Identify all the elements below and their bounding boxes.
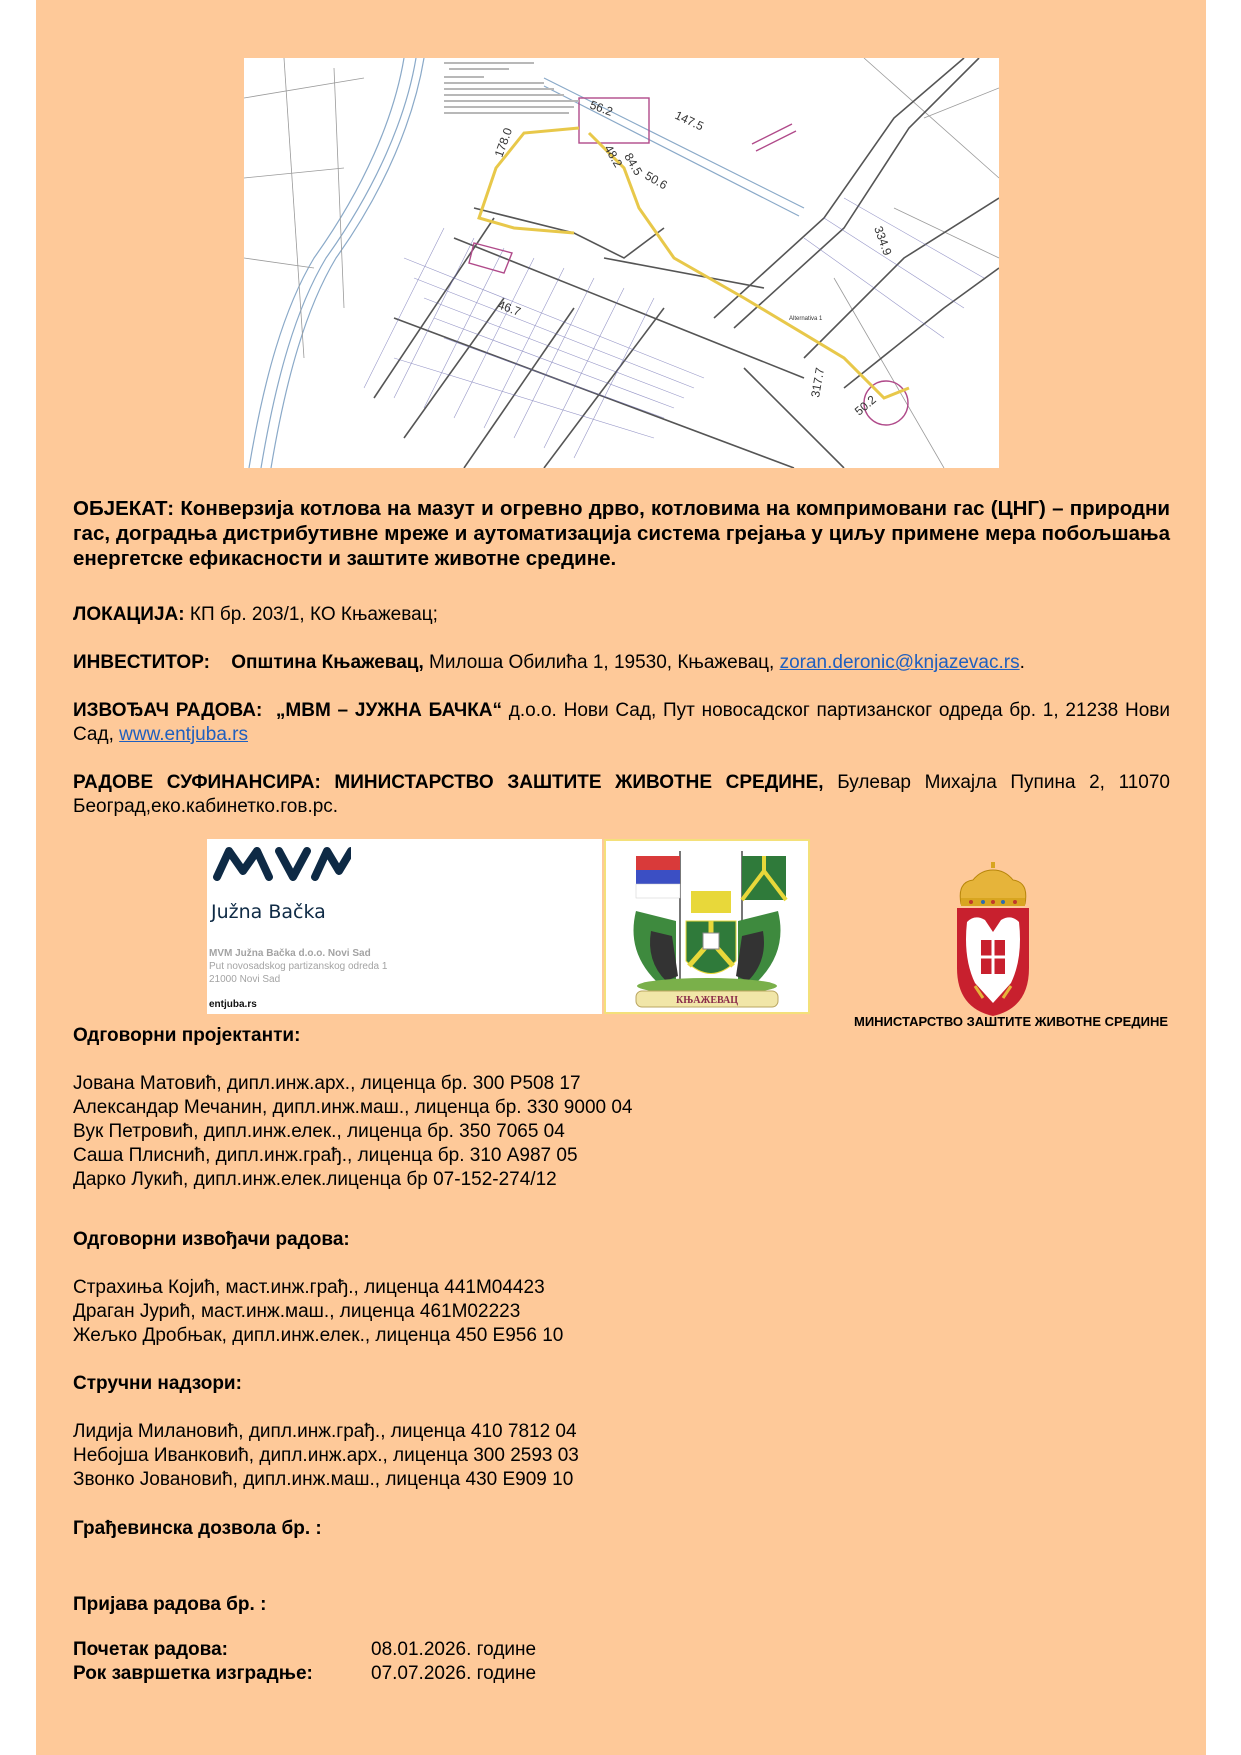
start-date-value: 08.01.2026. године [371, 1639, 537, 1660]
designers-section [73, 1024, 633, 1192]
object-description [73, 496, 1170, 571]
supervisor-item: Лидија Милановић, дипл.инж.грађ., лиценца 410 7812 04 [73, 1421, 577, 1442]
coat-banner-text: КЊАЖЕВАЦ [675, 995, 739, 1006]
mvm-company: MVM Južna Bačka d.o.o. Novi Sad [209, 948, 371, 959]
contractors-section [73, 1228, 563, 1348]
supervisors-heading: Стручни надзори: [73, 1373, 242, 1394]
investor-name: Општина Књажевац, [231, 652, 424, 673]
contractor-address: д.о.о. Нови Сад, Пут новосадског партизанског одреда бр. 1, 21238 Нови Сад, [73, 700, 1170, 745]
object-label: ОБЈЕКАТ: [73, 497, 175, 520]
designers-heading: Одговорни пројектанти: [73, 1025, 301, 1046]
cofinancing-block [73, 771, 1170, 819]
mvm-street: Put novosadskog partizanskog odreda 1 [209, 961, 388, 972]
gas-route-line [479, 128, 909, 398]
investor-email-link[interactable]: zoran.deronic@knjazevac.rs [779, 652, 1020, 673]
contractor-block [73, 699, 1170, 747]
start-date-label: Почетак радова: [73, 1639, 228, 1660]
ministry-caption: МИНИСТАРСТВО ЗАШТИТЕ ЖИВОТНЕ СРЕДИНЕ [854, 1014, 1168, 1029]
location-text: КП бр. 203/1, КО Књажевац; [184, 604, 438, 625]
map-label: 56.2 [587, 97, 615, 119]
cofinancing-address: Булевар Михајла Пупина 2, 11070 Београд,еко.кабинетко.гов.рс. [73, 772, 1170, 817]
contractor-item: Страхиња Којић, маст.инж.грађ., лиценца 441М04423 [73, 1277, 545, 1298]
map-label: 46.7 [495, 297, 523, 319]
map-label: 334.9 [871, 224, 895, 258]
object-text: Конверзија котлова на мазут и огревно дрво, котловима на компримовани гас (ЦНГ) – природни гас, доградња дистрибутивне мреже и аутоматизација система грејања у циљу примене мера побољшања енергетске ефикасности и заштите животне средине. [73, 497, 1170, 570]
contractor-name: „МВМ – ЈУЖНА БАЧКА“ [275, 700, 503, 721]
mvm-web: entjuba.rs [209, 999, 257, 1010]
location-label: ЛОКАЦИЈА: [73, 604, 185, 625]
serbian-eagle-icon [953, 858, 1033, 1016]
contractor-item: Жељко Дробњак, дипл.инж.елек., лиценца 450 Е956 10 [73, 1325, 564, 1346]
mvm-address-block [209, 947, 387, 986]
investor-label: ИНВЕСТИТОР: [73, 652, 210, 673]
works-registration-label: Пријава радова бр. : [73, 1594, 267, 1615]
location-line [73, 603, 1170, 627]
map-annotation: Alternativa 1 [789, 316, 823, 322]
mvm-wordmark-icon [211, 843, 351, 883]
cofinancing-label: РАДОВЕ СУФИНАНСИРА: [73, 772, 321, 793]
start-date-row [73, 1638, 536, 1662]
mvm-subtitle: Južna Bačka [211, 901, 326, 923]
end-date-value: 07.07.2026. године [371, 1663, 537, 1684]
map-label: 84.5 [621, 150, 646, 178]
investor-suffix: . [1019, 652, 1025, 673]
building-permit-label: Грађевинска дозвола бр. : [73, 1518, 322, 1539]
cofinancing-name: МИНИСТАРСТВО ЗАШТИТЕ ЖИВОТНЕ СРЕДИНЕ, [334, 772, 824, 793]
contractor-label: ИЗВОЂАЧ РАДОВА: [73, 700, 263, 721]
map-label: 50.2 [851, 392, 879, 419]
contractor-website-link[interactable]: www.entjuba.rs [119, 724, 248, 745]
designer-item: Вук Петровић, дипл.инж.елек., лиценца бр. 350 7065 04 [73, 1121, 565, 1142]
map-label: 147.5 [672, 108, 706, 134]
cadastral-map-drawing [244, 58, 999, 468]
designer-item: Александар Мечанин, дипл.инж.маш., лиценца бр. 330 9000 04 [73, 1097, 633, 1118]
parcel-lines [244, 58, 999, 468]
contractor-item: Драган Јурић, маст.инж.маш., лиценца 461М02223 [73, 1301, 521, 1322]
dates-block [73, 1638, 536, 1686]
supervisor-item: Небојша Иванковић, дипл.инж.арх., лиценца 300 2593 03 [73, 1445, 579, 1466]
serbia-coat-of-arms [953, 858, 1033, 1016]
supervisors-section [73, 1372, 579, 1492]
end-date-label: Рок завршетка изградње: [73, 1663, 313, 1684]
coat-of-arms-icon [606, 841, 808, 1012]
site-plan-map [244, 58, 999, 468]
investor-address: Милоша Обилића 1, 19530, Књажевац, [423, 652, 780, 673]
mvm-logo [207, 839, 602, 1014]
parcel-grid [364, 198, 984, 458]
knjazevac-coat-of-arms [604, 839, 810, 1014]
map-label: 48.2 [601, 142, 626, 170]
highlight-boundaries [469, 98, 908, 425]
legend-lines [444, 62, 579, 114]
end-date-row [73, 1662, 536, 1686]
document-page [36, 0, 1206, 1755]
map-label: 178.0 [491, 126, 516, 160]
designer-item: Дарко Лукић, дипл.инж.елек.лиценца бр 07-152-274/12 [73, 1169, 557, 1190]
river-lines [249, 58, 804, 468]
investor-line [73, 651, 1170, 675]
map-label: 317.7 [808, 366, 828, 399]
designer-item: Саша Плиснић, дипл.инж.грађ., лиценца бр. 310 А987 05 [73, 1145, 578, 1166]
designer-item: Јована Матовић, дипл.инж.арх., лиценца бр. 300 Р508 17 [73, 1073, 581, 1094]
contractors-heading: Одговорни извођачи радова: [73, 1229, 350, 1250]
mvm-city: 21000 Novi Sad [209, 974, 281, 985]
map-label: 50.6 [642, 168, 670, 193]
supervisor-item: Звонко Јовановић, дипл.инж.маш., лиценца 430 Е909 10 [73, 1469, 574, 1490]
